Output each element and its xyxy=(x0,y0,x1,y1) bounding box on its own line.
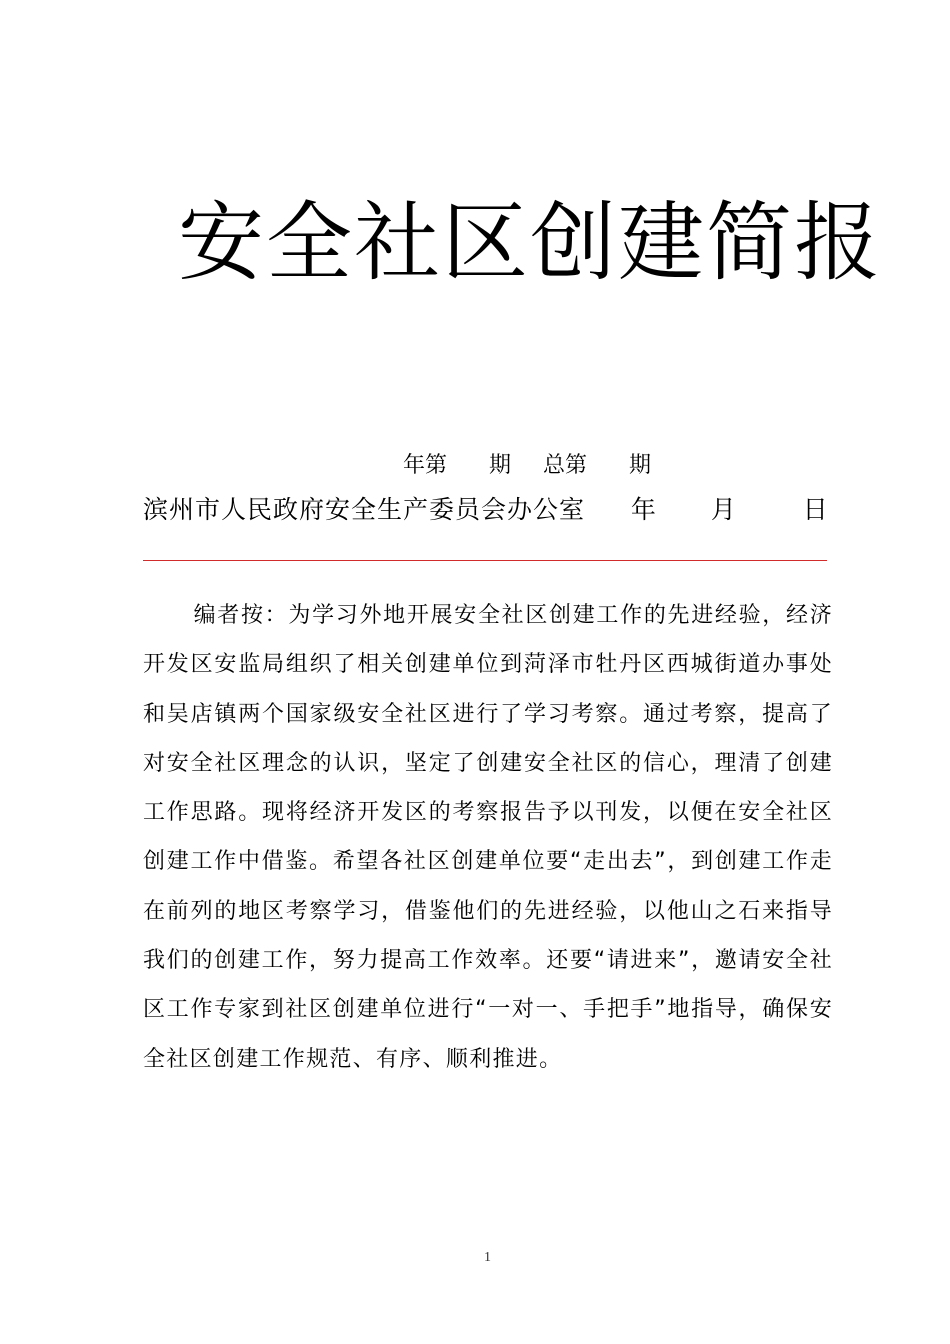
issue-date-day: 日 xyxy=(802,495,829,524)
total-issue-suffix: 期 xyxy=(629,453,652,478)
editor-note-paragraph: 编者按：为学习外地开展安全社区创建工作的先进经验，经济开发区安监局组织了相关创建单位到菏泽市牡丹区西城街道办事处和吴店镇两个国家级安全社区进行了学习考察。通过考察，提高了对安全社区理念的认识，坚定了创建安全社区的信心，理清了创建工作思路。现将经济开发区的考察报告予以刊发，以便在安全社区创建工作中借鉴。希望各社区创建单位要“走出去”，到创建工作走在前列的地区考察学习，借鉴他们的先进经验，以他山之石来指导我们的创建工作，努力提高工作效率。还要“请进来”，邀请安全社区工作专家到社区创建单位进行“一对一、手把手”地指导，确保安全社区创建工作规范、有序、顺利推进。 xyxy=(143,603,833,1072)
page-number: 1 xyxy=(484,1250,491,1265)
bulletin-title: 安全社区创建简报 xyxy=(178,193,882,293)
issuer-office: 滨州市人民政府安全生产委员会办公室 xyxy=(143,495,586,524)
issue-year-label: 年第 xyxy=(403,453,448,478)
issue-number-label: 期 xyxy=(489,453,512,478)
red-divider xyxy=(143,560,827,561)
issue-line xyxy=(403,450,651,482)
issuer-line xyxy=(143,492,843,528)
total-issue-prefix: 总第 xyxy=(543,453,588,478)
issue-date-month: 月 xyxy=(710,495,737,524)
issue-date-year: 年 xyxy=(630,495,657,524)
